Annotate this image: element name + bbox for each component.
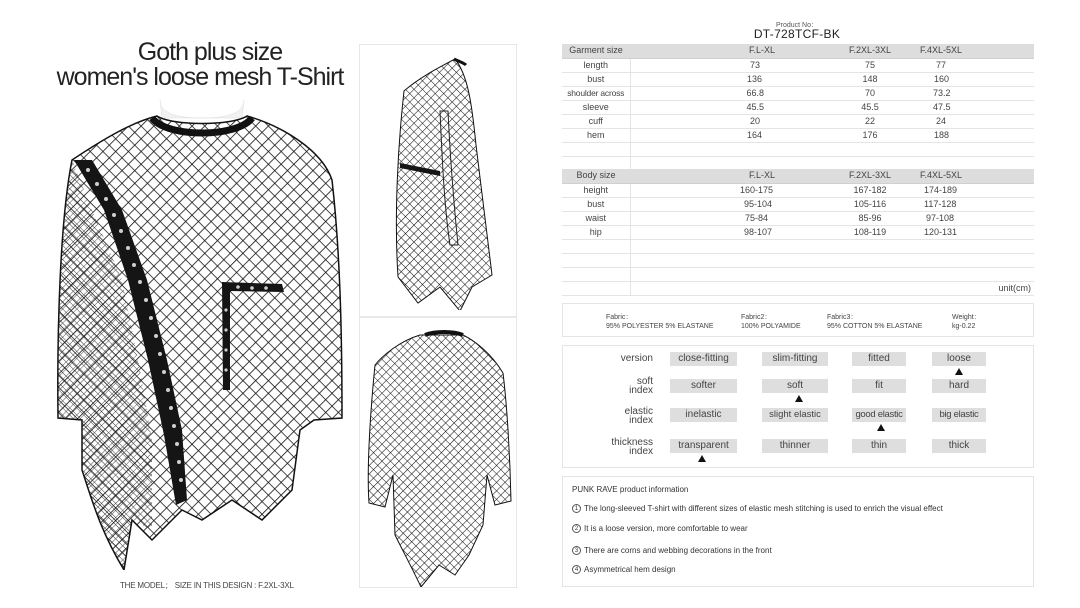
circled-number-icon: 1 <box>572 504 581 513</box>
panel-divider <box>360 316 516 318</box>
header-cell: Garment size <box>562 44 630 58</box>
option-thinner: thinner <box>762 439 828 453</box>
table-row-empty <box>562 156 1034 170</box>
table-row <box>562 100 1034 114</box>
option-soft: soft <box>762 379 828 393</box>
option-thin: thin <box>852 439 906 453</box>
option-inelastic: inelastic <box>670 408 737 422</box>
cell: 47.5 <box>920 100 990 114</box>
info-item: 2 It is a loose version, more comfortable to wear <box>572 524 748 533</box>
row-label: bust <box>562 72 630 86</box>
cell: 136 <box>630 72 820 86</box>
cell: 164 <box>630 128 820 142</box>
table-row <box>562 211 1034 225</box>
cell: 108-119 <box>820 225 920 239</box>
header-cell: F.4XL-5XL <box>920 169 990 183</box>
index-label-thickness: thickness index <box>611 437 653 457</box>
info-item: 3 There are corns and webbing decorations in the front <box>572 546 772 555</box>
row-label: waist <box>562 211 630 225</box>
table-row-empty <box>562 253 1034 267</box>
cell: 45.5 <box>630 100 820 114</box>
product-info-panel <box>562 476 1034 587</box>
cell: 188 <box>920 128 990 142</box>
option-fitted: fitted <box>852 352 906 366</box>
option-loose: loose <box>932 352 986 366</box>
fabric-1 <box>606 313 714 331</box>
title-line-1: Goth plus size <box>137 38 283 66</box>
cell: 98-107 <box>630 225 820 239</box>
fit-index-panel <box>562 345 1034 468</box>
row-label: hip <box>562 225 630 239</box>
cell: 75 <box>820 58 920 72</box>
index-label-version: version <box>620 353 653 364</box>
table-row <box>562 128 1034 142</box>
cell: 73 <box>630 58 820 72</box>
selected-marker-icon <box>795 395 803 402</box>
index-label-elastic: elastic index <box>624 406 653 426</box>
table-row <box>562 225 1034 239</box>
option-hard: hard <box>932 379 986 393</box>
row-label: hem <box>562 128 630 142</box>
header-cell: F.L-XL <box>630 44 820 58</box>
cell: 20 <box>630 114 820 128</box>
unit-row <box>562 281 1034 295</box>
cell: 160 <box>920 72 990 86</box>
cell: 75-84 <box>630 211 820 225</box>
header-cell: Body size <box>562 169 630 183</box>
info-item: 1 The long-sleeved T-shirt with different sizes of elastic mesh stitching is used to enrich the visual effect <box>572 504 943 513</box>
cell: 77 <box>920 58 990 72</box>
side-view-image <box>380 55 500 315</box>
cell: 22 <box>820 114 920 128</box>
cell: 66.8 <box>630 86 820 100</box>
option-slim-fitting: slim-fitting <box>762 352 828 366</box>
row-label: length <box>562 58 630 72</box>
row-label: sleeve <box>562 100 630 114</box>
fabric-label: Fabric： <box>606 314 633 321</box>
selected-marker-icon <box>877 424 885 431</box>
cell: 174-189 <box>920 183 990 197</box>
option-big-elastic: big elastic <box>932 408 986 422</box>
header-cell: F.L-XL <box>630 169 820 183</box>
option-transparent: transparent <box>670 439 737 453</box>
option-good-elastic: good elastic <box>852 408 906 422</box>
cell: 120-131 <box>920 225 990 239</box>
garment-table-header <box>562 44 1034 58</box>
circled-number-icon: 4 <box>572 565 581 574</box>
cell: 148 <box>820 72 920 86</box>
weight-value: kg-0.22 <box>952 323 976 330</box>
fabric-label: Fabric3： <box>827 314 858 321</box>
fabric-value: 95% POLYESTER 5% ELASTANE <box>606 323 714 330</box>
selected-marker-icon <box>955 368 963 375</box>
info-item: 4 Asymmetrical hem design <box>572 565 676 574</box>
product-title <box>0 40 400 90</box>
model-size-caption: THE MODEL； SIZE IN THIS DESIGN : F.2XL-3XL <box>120 581 294 590</box>
table-row <box>562 183 1034 197</box>
cell: 167-182 <box>820 183 920 197</box>
weight-label: Weight： <box>952 314 981 321</box>
table-row-empty <box>562 239 1034 253</box>
option-slight-elastic: slight elastic <box>762 408 828 422</box>
header-cell: F.2XL-3XL <box>820 169 920 183</box>
header-cell: F.2XL-3XL <box>820 44 920 58</box>
option-fit: fit <box>852 379 906 393</box>
cell: 176 <box>820 128 920 142</box>
table-row <box>562 114 1034 128</box>
fabric-3 <box>827 313 922 331</box>
row-label: shoulder across <box>562 86 630 100</box>
circled-number-icon: 3 <box>572 546 581 555</box>
product-number-value: DT-728TCF-BK <box>753 27 841 41</box>
table-row <box>562 197 1034 211</box>
cell: 45.5 <box>820 100 920 114</box>
option-softer: softer <box>670 379 737 393</box>
product-number-label: Product No： <box>775 22 819 29</box>
row-label: cuff <box>562 114 630 128</box>
weight <box>952 313 981 331</box>
body-table-header <box>562 169 1034 183</box>
unit-label: unit(cm) <box>630 281 1034 295</box>
cell: 73.2 <box>920 86 990 100</box>
front-view-image <box>52 100 352 570</box>
circled-number-icon: 2 <box>572 524 581 533</box>
fabric-value: 100% POLYAMIDE <box>741 323 801 330</box>
fabric-label: Fabric2： <box>741 314 772 321</box>
index-label-soft: soft index <box>629 376 653 396</box>
table-row <box>562 72 1034 86</box>
cell: 95-104 <box>630 197 820 211</box>
fabric-2 <box>741 313 801 331</box>
cell: 117-128 <box>920 197 990 211</box>
fabric-info <box>562 303 1034 337</box>
back-view-image <box>365 325 513 592</box>
cell: 97-108 <box>920 211 990 225</box>
cell: 85-96 <box>820 211 920 225</box>
side-images-panel <box>359 44 517 588</box>
table-row <box>562 86 1034 100</box>
row-label: height <box>562 183 630 197</box>
cell: 70 <box>820 86 920 100</box>
selected-marker-icon <box>698 455 706 462</box>
title-line-2: women's loose mesh T-Shirt <box>56 63 344 91</box>
product-info-title: PUNK RAVE product information <box>572 485 689 494</box>
table-row <box>562 58 1034 72</box>
cell: 24 <box>920 114 990 128</box>
option-thick: thick <box>932 439 986 453</box>
cell: 160-175 <box>630 183 820 197</box>
fabric-value: 95% COTTON 5% ELASTANE <box>827 323 923 330</box>
row-label: bust <box>562 197 630 211</box>
cell: 105-116 <box>820 197 920 211</box>
option-close-fitting: close-fitting <box>670 352 737 366</box>
table-row-empty <box>562 142 1034 156</box>
table-row-empty <box>562 267 1034 281</box>
garment-size-table <box>562 44 1034 171</box>
body-size-table <box>562 169 1034 296</box>
header-cell: F.4XL-5XL <box>920 44 990 58</box>
